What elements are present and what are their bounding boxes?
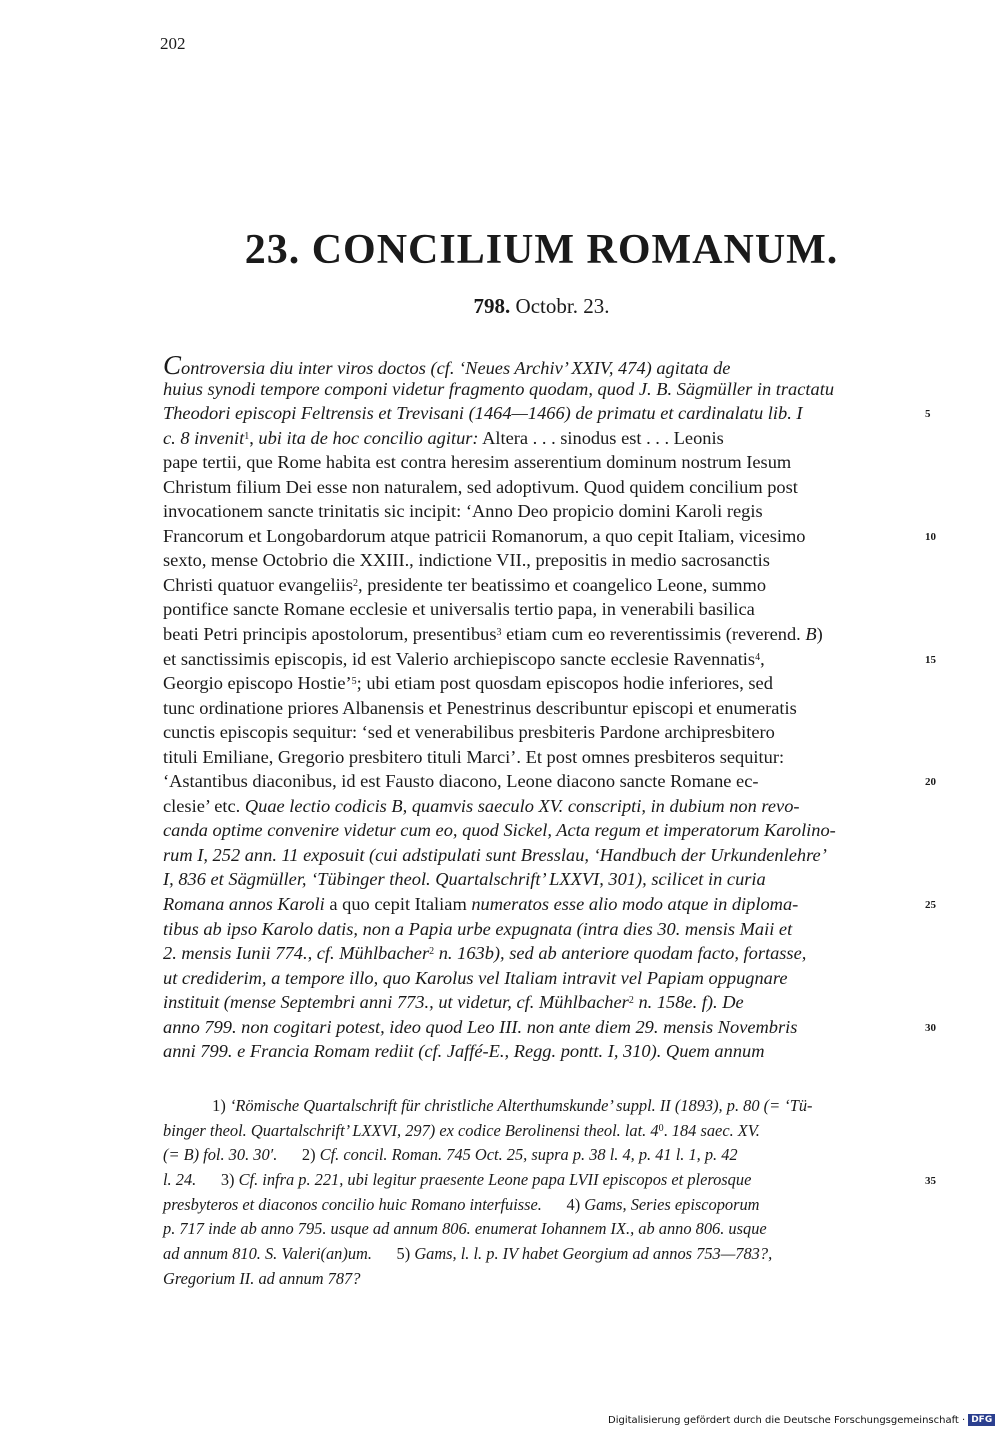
body-line: Christum filium Dei esse non naturalem, sed adoptivum. Quod quidem concilium post bbox=[163, 476, 798, 497]
footnote-line: 1) ‘Römische Quartalschrift für christliche Alterthumskunde’ suppl. II (1893), p. 80 (= ‘Tü- bbox=[163, 1096, 813, 1115]
body-line: cunctis episcopis sequitur: ‘sed et venerabilibus presbiteris Pardone archipresbitero bbox=[163, 722, 775, 743]
footnotes bbox=[163, 1094, 936, 1292]
body-line: et sanctissimis episcopis, id est Valerio archiepiscopo sancte ecclesie Ravennatis$^4$, 15 bbox=[163, 647, 920, 672]
body-line: pontifice sancte Romane ecclesie et universalis tertio papa, in venerabili basilica bbox=[163, 599, 755, 620]
margin-line-number: 30 bbox=[925, 1021, 936, 1034]
margin-line-number: 20 bbox=[925, 776, 936, 789]
body-line: ut crediderim, a tempore illo, quo Karolus vel Italiam intravit vel Papiam oppugnare bbox=[163, 967, 788, 988]
body-line: I, 836 et Sägmüller, ‘Tübinger theol. Quartalschrift’ LXXVI, 301), scilicet in curia bbox=[163, 869, 766, 890]
chapter-date bbox=[0, 294, 1000, 319]
body-line: invocationem sancte trinitatis sic incipit: ‘Anno Deo propicio domini Karoli regis bbox=[163, 501, 763, 522]
body-line: anni 799. e Francia Romam rediit (cf. Jaffé-E., Regg. pontt. I, 310). Quem annum bbox=[163, 1041, 765, 1062]
footnote-line: p. 717 inde ab anno 795. usque ad annum 806. enumerat Iohannem IX., ab anno 806. usque bbox=[163, 1219, 767, 1239]
footnote-line: l. 24. 3) Cf. infra p. 221, ubi legitur praesente Leone papa LVII episcopos et plerosque 35 bbox=[163, 1168, 920, 1193]
body-line: beati Petri principis apostolorum, presentibus$^3$ etiam cum eo reverentissimis (reverend. B) bbox=[163, 624, 823, 645]
body-text bbox=[163, 350, 936, 1064]
margin-line-number: 10 bbox=[925, 530, 936, 543]
body-line: Georgio episcopo Hostie’$^5$; ubi etiam post quosdam episcopos hodie inferiores, sed bbox=[163, 673, 773, 694]
body-line: rum I, 252 ann. 11 exposuit (cui adstipulati sunt Bresslau, ‘Handbuch der Urkundenlehre’ bbox=[163, 844, 827, 865]
footnote-line: ad annum 810. S. Valeri(an)um. 5) Gams, l. l. p. IV habet Georgium ad annos 753—783?, bbox=[163, 1244, 773, 1264]
margin-line-number: 35 bbox=[925, 1175, 936, 1188]
footnote-line: binger theol. Quartalschrift’ LXXVI, 297) ex codice Berolinensi theol. lat. $4^0$. 184 saec. XV. bbox=[163, 1120, 760, 1140]
body-line: huius synodi tempore componi videtur fragmento quodam, quod J. B. Sägmüller in tractatu bbox=[163, 378, 835, 399]
body-line: tunc ordinatione priores Albanensis et Penestrinus describuntur episcopi et enumeratis bbox=[163, 697, 797, 718]
body-line: Francorum et Longobardorum atque patricii Romanorum, a quo cepit Italiam, vicesimo 10 bbox=[163, 524, 920, 549]
body-line: 2. mensis Iunii 774., cf. Mühlbacher$^2$ n. 163b), sed ab anteriore quodam facto, fortasse, bbox=[163, 943, 807, 964]
body-line: instituit (mense Septembri anni 773., ut videtur, cf. Mühlbacher$^2$ n. 158e. f). De bbox=[163, 992, 744, 1013]
scan-credit bbox=[608, 1414, 995, 1426]
body-line: Romana annos Karoli a quo cepit Italiam numeratos esse alio modo atque in diploma- 25 bbox=[163, 892, 920, 917]
body-line: ‘Astantibus diaconibus, id est Fausto diacono, Leone diacono sancte Romane ec- 20 bbox=[163, 769, 920, 794]
footnote-line: presbyteros et diaconos concilio huic Romano interfuisse. 4) Gams, Series episcoporum bbox=[163, 1194, 760, 1214]
footnote-line: (= B) fol. 30. 30′. 2) Cf. concil. Roman. 745 Oct. 25, supra p. 38 l. 4, p. 41 l. 1, p. 42 bbox=[163, 1145, 738, 1165]
margin-line-number: 25 bbox=[925, 899, 936, 912]
date-rest: Octobr. 23. bbox=[515, 294, 610, 318]
date-year: 798. bbox=[473, 294, 511, 318]
chapter-title: 23. CONCILIUM ROMANUM. bbox=[244, 227, 839, 273]
body-line: Theodori episcopi Feltrensis et Trevisani (1464—1466) de primatu et cardinalatu lib. I 5 bbox=[163, 401, 920, 426]
scan-credit-text: Digitalisierung gefördert durch die Deutsche Forschungsgemeinschaft · bbox=[608, 1415, 966, 1426]
body-line: Christi quatuor evangeliis$^2$, presidente ter beatissimo et coangelico Leone, summo bbox=[163, 574, 767, 595]
body-line: pape tertii, que Rome habita est contra heresim asserentium dominum nostrum Iesum bbox=[163, 452, 792, 473]
body-line: Controversia diu inter viros doctos (cf. ‘Neues Archiv’ XXIV, 474) agitata de bbox=[163, 350, 731, 380]
body-line: clesie’ etc. Quae lectio codicis B, quamvis saeculo XV. conscripti, in dubium non revo- bbox=[163, 795, 800, 816]
footnote-line: Gregorium II. ad annum 787? bbox=[163, 1268, 361, 1288]
page-number: 202 bbox=[160, 34, 186, 53]
body-line: canda optime convenire videtur cum eo, quod Sickel, Acta regum et imperatorum Karolino- bbox=[163, 820, 836, 841]
body-line: sexto, mense Octobrio die XXIII., indictione VII., prepositis in medio sacrosanctis bbox=[163, 550, 770, 571]
body-line: tibus ab ipso Karolo datis, non a Papia urbe expugnata (intra dies 30. mensis Maii et bbox=[163, 918, 793, 939]
margin-line-number: 15 bbox=[925, 653, 936, 666]
dfg-logo: DFG bbox=[968, 1414, 995, 1426]
body-line: anno 799. non cogitari potest, ideo quod Leo III. non ante diem 29. mensis Novembris 30 bbox=[163, 1015, 920, 1040]
body-line: tituli Emiliane, Gregorio presbitero tituli Marci’. Et post omnes presbiteros sequitur: bbox=[163, 746, 785, 767]
margin-line-number: 5 bbox=[925, 408, 931, 421]
body-line: c. 8 invenit$^1$, ubi ita de hoc concilio agitur: Altera . . . sinodus est . . . Leonis bbox=[163, 427, 724, 448]
